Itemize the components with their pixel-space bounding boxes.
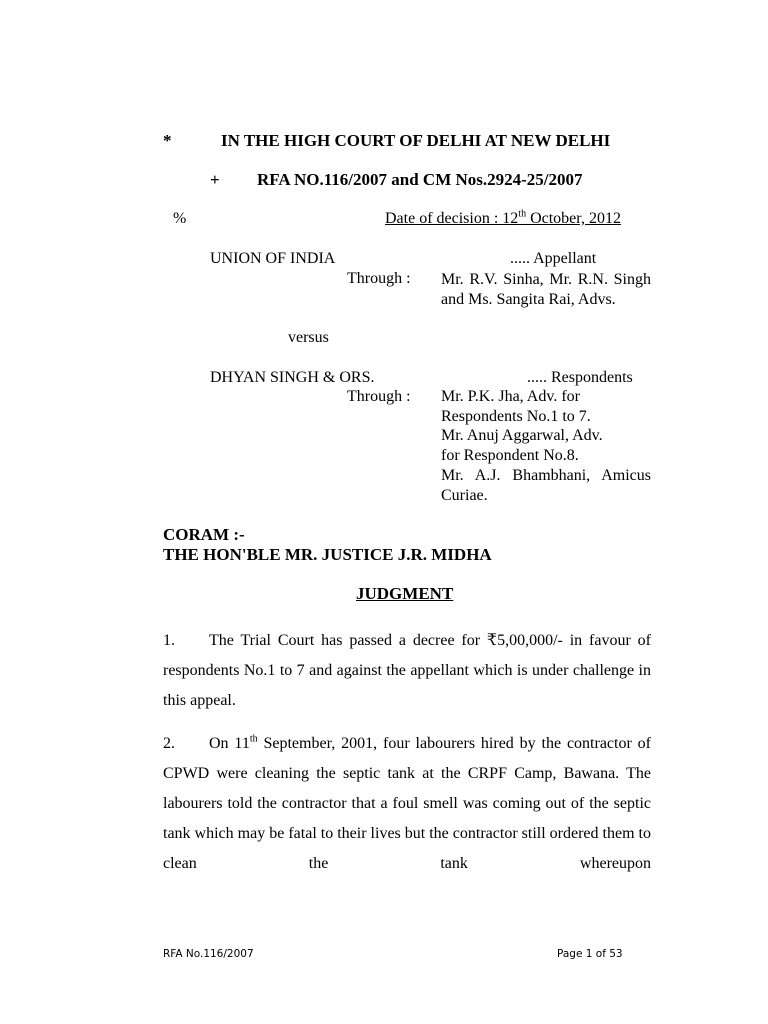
respondents-counsel-line: Mr. Anuj Aggarwal, Adv. [441,427,603,444]
respondents-counsel-line: Respondents No.1 to 7. [441,408,591,425]
star-marker: * [163,131,172,150]
date-of-decision: Date of decision : 12th October, 2012 [385,208,621,227]
appellant-counsel: Mr. R.V. Sinha, Mr. R.N. Singh and Ms. Sangita Rai, Advs. [441,271,651,308]
paragraph-2 [163,729,651,879]
respondents-name: DHYAN SINGH & ORS. [210,369,375,386]
coram-judge: THE HON'BLE MR. JUSTICE J.R. MIDHA [163,545,492,564]
amicus-curiae: Mr. A.J. Bhambhani, Amicus Curiae. [441,467,651,504]
plus-marker: + [210,170,220,189]
respondents-role: ..... Respondents [527,369,633,386]
percent-marker: % [173,210,187,227]
respondents-counsel-line: for Respondent No.8. [441,447,579,464]
respondents-counsel-line: Mr. P.K. Jha, Adv. for [441,388,580,405]
judgment-heading: JUDGMENT [356,584,454,603]
paragraph-number: 2. [163,735,175,752]
court-title: IN THE HIGH COURT OF DELHI AT NEW DELHI [221,131,611,150]
appellant-role: ..... Appellant [510,250,597,267]
case-number: RFA NO.116/2007 and CM Nos.2924-25/2007 [257,170,583,189]
appellant-name: UNION OF INDIA [210,250,336,267]
coram-label: CORAM :- [163,525,245,544]
respondents-through-label: Through : [347,388,411,405]
paragraph-text: On 11th September, 2001, four labourers hired by the contractor of CPWD were cleaning the septic tank at the CRPF Camp, Bawana. The labourers told the contractor that a foul smell was coming out of the septic tank which may be fatal to their lives but the contractor still ordered them to clean the tank whereupon [163,733,651,873]
appellant-through-label: Through : [347,270,411,287]
paragraph-1 [163,626,651,716]
versus-label: versus [288,329,329,346]
page-number: Page 1 of 53 [557,948,623,960]
footer-case-ref: RFA No.116/2007 [163,948,254,960]
paragraph-text: The Trial Court has passed a decree for ₹5,00,000/- in favour of respondents No.1 to 7 and against the appellant which is under challenge in this appeal. [163,632,651,710]
paragraph-number: 1. [163,632,175,649]
